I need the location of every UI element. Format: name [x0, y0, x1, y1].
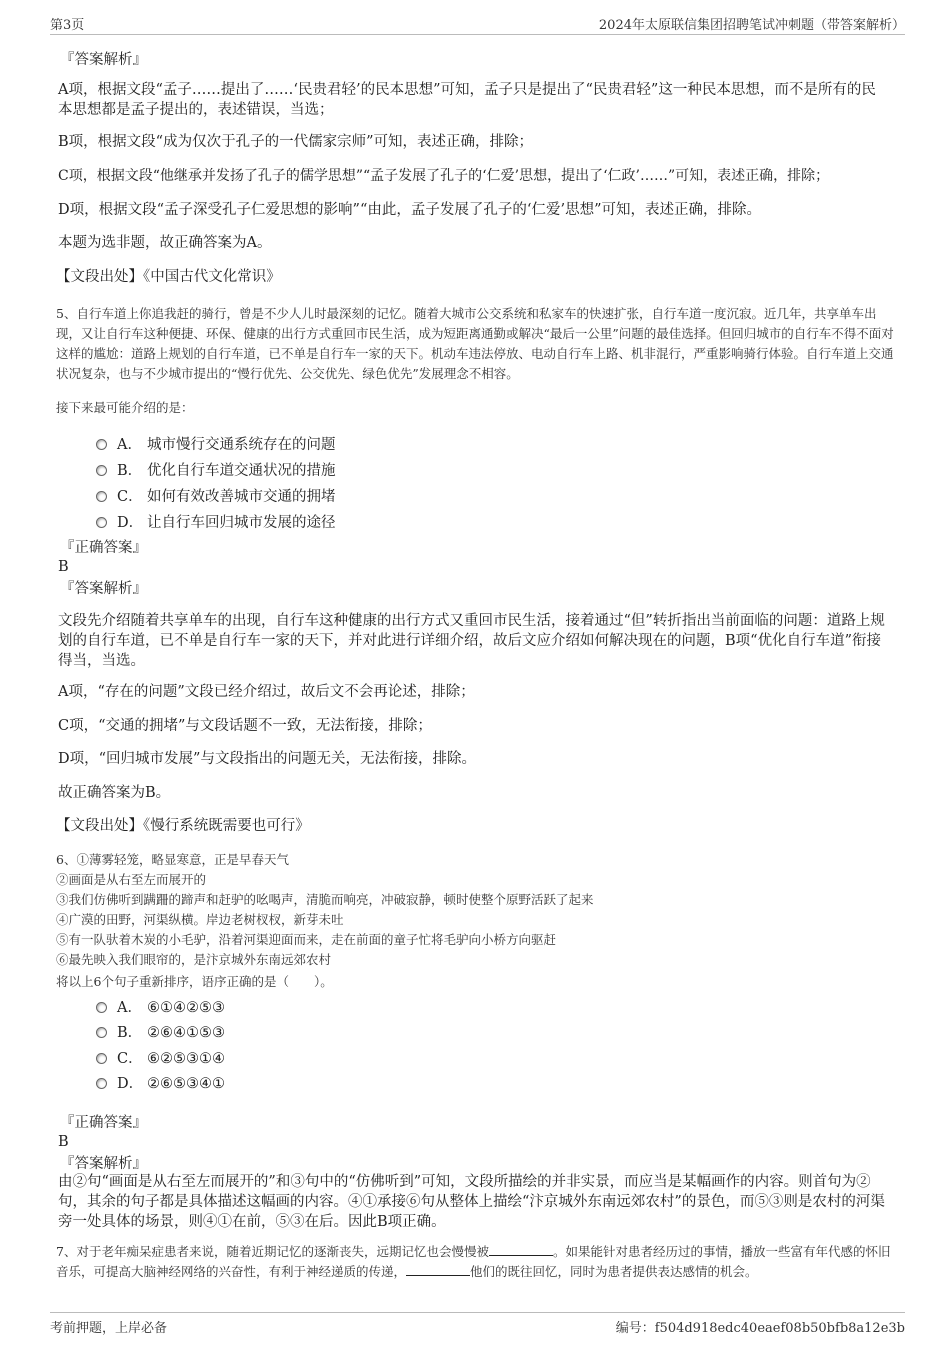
top-analysis-label: 『答案解析』 — [60, 52, 147, 68]
q5-analysis-c: C项，“交通的拥堵”与文段话题不一致，无法衔接，排除； — [58, 718, 432, 734]
q5-stem: 5、自行车道上你追我赶的骑行，曾是不少人儿时最深刻的记忆。随着大城市公交系统和私家车的快速扩张，自行车道一度沉寂。近几年，共享单车出现，又让自行车这种便捷、环保、健康的出行方式重回市民生活，成为短距离通勤或解决“最后一公里”问题的最佳选择。但回归城市的自行车不得不面对这样的尴尬：道路上规划的自行车道，已不单是自行车一家的天下。机动车违法停放、电动自行车上路、机非混行，严重影响骑行体验。自行车道上交通状况复杂，也与不少城市提出的“慢行优先、公交优先、绿色优先”发展理念不相容。 — [56, 306, 894, 381]
top-analysis-c: C项，根据文段“他继承并发扬了孔子的儒学思想”“孟子发展了孔子的‘仁爱’思想，提出了‘仁政’……”可知，表述正确，排除； — [58, 168, 830, 184]
q6-analysis: 由②句“画面是从右至左而展开的”和③句中的“仿佛听到”可知，文段所描绘的并非实景，而应当是某幅画作的内容。则首句为②句，其余的句子都是具体描述这幅画的内容。④①承接⑥句从整体上描绘“汴京城外东南远郊农村”的景色，而⑤③则是农村的河渠旁一处具体的场景，则④①在前，⑤③在后。因此B项正确。 — [58, 1174, 885, 1230]
top-analysis-a: A项，根据文段“孟子……提出了……‘民贵君轻’的民本思想”可知，孟子只是提出了“民贵君轻”这一种民本思想，而不是所有的民本思想都是孟子提出的，表述错误，当选； — [58, 82, 876, 118]
q6-prompt: 将以上6个句子重新排序，语序正确的是（ ）。 — [56, 974, 333, 989]
q6-option-d[interactable]: D． ②⑥⑤③④① — [96, 1072, 225, 1093]
doc-title: 2024年太原联信集团招聘笔试冲刺题（带答案解析） — [598, 18, 905, 33]
q5-analysis-main: 文段先介绍随着共享单车的出现，自行车这种健康的出行方式又重回市民生活，接着通过“但”转折指出当前面临的问题：道路上规划的自行车道，已不单是自行车一家的天下，并对此进行详细介绍，故后文应介绍如何解决现在的问题，B项“优化自行车道”衔接得当，当选。 — [58, 613, 885, 669]
page-number: 第3页 — [50, 18, 85, 33]
q7-stem: 7、对于老年痴呆症患者来说，随着近期记忆的逐渐丧失，远期记忆也会慢慢被 。如果能针对患者经历过的事情，播放一些富有年代感的怀旧音乐，可提高大脑神经网络的兴奋性，有利于神经递质的传递， 他们的既往回忆，同时为患者提供表达感情的机会。 — [56, 1244, 891, 1279]
footer-slogan: 考前押题，上岸必备 — [50, 1321, 168, 1336]
q5-option-b[interactable]: B． 优化自行车道交通状况的措施 — [96, 459, 336, 480]
q7-blank-2[interactable] — [406, 1263, 470, 1276]
q5-source: 【文段出处】《慢行系统既需要也可行》 — [56, 818, 310, 834]
footer-code: 编号：f504d918edc40eaef08b50bfb8a12e3b — [615, 1321, 905, 1336]
q5-answer: B — [58, 559, 69, 575]
q5-conclusion: 故正确答案为B。 — [58, 785, 171, 801]
q5-option-d[interactable]: D． 让自行车回归城市发展的途径 — [96, 511, 336, 532]
q6-option-a[interactable]: A． ⑥①④②⑤③ — [96, 996, 225, 1017]
q5-analysis-d: D项，“回归城市发展”与文段指出的问题无关，无法衔接，排除。 — [58, 751, 476, 767]
q6-answer: B — [58, 1134, 69, 1150]
q6-line-6: ⑥最先映入我们眼帘的，是汴京城外东南远郊农村 — [56, 952, 332, 967]
q5-prompt: 接下来最可能介绍的是： — [56, 400, 194, 415]
top-analysis-d: D项，根据文段“孟子深受孔子仁爱思想的影响”“由此，孟子发展了孔子的‘仁爱’思想”可知，表述正确，排除。 — [58, 202, 761, 218]
q5-analysis-a: A项，“存在的问题”文段已经介绍过，故后文不会再论述，排除； — [58, 684, 475, 700]
q5-option-a[interactable]: A． 城市慢行交通系统存在的问题 — [96, 433, 336, 454]
radio-icon[interactable] — [96, 439, 107, 450]
q5-answer-label: 『正确答案』 — [60, 540, 147, 556]
top-conclusion: 本题为选非题，故正确答案为A。 — [58, 235, 272, 251]
radio-icon[interactable] — [96, 517, 107, 528]
q6-line-2: ②画面是从右至左而展开的 — [56, 872, 207, 887]
q6-line-1: 6、①薄雾轻笼，略显寒意，正是早春天气 — [56, 852, 289, 867]
q6-line-5: ⑤有一队驮着木炭的小毛驴，沿着河渠迎面而来，走在前面的童子忙将毛驴向小桥方向驱赶 — [56, 932, 557, 947]
q6-analysis-label: 『答案解析』 — [60, 1156, 147, 1172]
radio-icon[interactable] — [96, 1053, 107, 1064]
top-source: 【文段出处】《中国古代文化常识》 — [56, 269, 281, 285]
q5-option-c[interactable]: C． 如何有效改善城市交通的拥堵 — [96, 485, 336, 506]
page-header — [50, 14, 905, 35]
radio-icon[interactable] — [96, 1078, 107, 1089]
top-analysis-b: B项，根据文段“成为仅次于孔子的一代儒家宗师”可知，表述正确，排除； — [58, 134, 533, 150]
q6-option-c[interactable]: C． ⑥②⑤③①④ — [96, 1047, 225, 1068]
radio-icon[interactable] — [96, 1027, 107, 1038]
q7-blank-1[interactable] — [489, 1243, 553, 1256]
q6-option-b[interactable]: B． ②⑥④①⑤③ — [96, 1021, 225, 1042]
q6-line-4: ④广漠的田野，河渠纵横。岸边老树杈杈，新芽未吐 — [56, 912, 344, 927]
radio-icon[interactable] — [96, 491, 107, 502]
radio-icon[interactable] — [96, 465, 107, 476]
q6-answer-label: 『正确答案』 — [60, 1115, 147, 1131]
q6-line-3: ③我们仿佛听到蹒跚的蹄声和赶驴的吆喝声，清脆而响亮，冲破寂静，顿时使整个原野活跃了起来 — [56, 892, 594, 907]
page-footer — [50, 1312, 905, 1339]
q5-analysis-label: 『答案解析』 — [60, 581, 147, 597]
radio-icon[interactable] — [96, 1002, 107, 1013]
